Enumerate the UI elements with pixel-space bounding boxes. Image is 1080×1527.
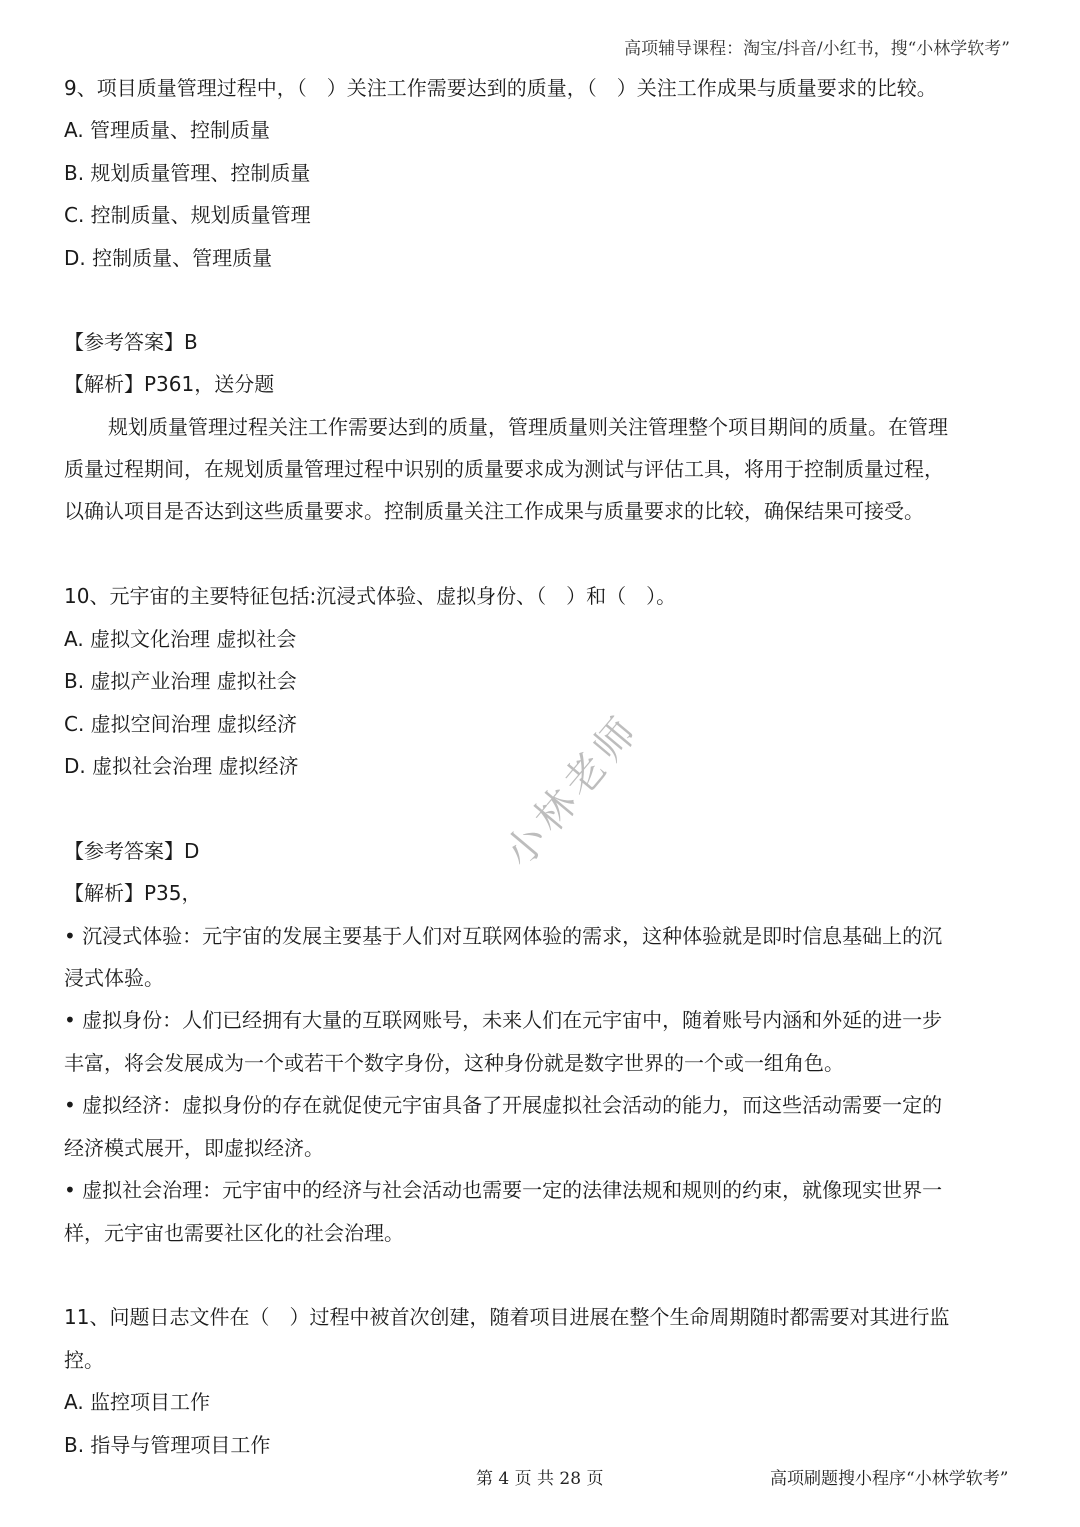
q9-option-a: A. 管理质量、控制质量 bbox=[64, 118, 271, 142]
q11-option-a: A. 监控项目工作 bbox=[64, 1390, 211, 1414]
q11-question-continuation: 控。 bbox=[64, 1348, 104, 1372]
q9-option-b: B. 规划质量管理、控制质量 bbox=[64, 161, 311, 185]
q10-bullet-immersive: • 沉浸式体验：元宇宙的发展主要基于人们对互联网体验的需求，这种体验就是即时信息基础上的沉 bbox=[64, 922, 942, 950]
q10-bullet-continuation: 样，元宇宙也需要社区化的社会治理。 bbox=[64, 1221, 404, 1245]
q9-analysis-line: 规划质量管理过程关注工作需要达到的质量，管理质量则关注管理整个项目期间的质量。在管理 bbox=[108, 415, 948, 439]
q10-bullet-identity: • 虚拟身份：人们已经拥有大量的互联网账号，未来人们在元宇宙中，随着账号内涵和外延的进一步 bbox=[64, 1006, 942, 1034]
q10-analysis-title: 【解析】P35， bbox=[64, 881, 202, 905]
q10-option-b: B. 虚拟产业治理 虚拟社会 bbox=[64, 669, 297, 693]
footer-promo: 高项刷题搜小程序“小林学软考” bbox=[770, 1469, 1009, 1489]
q10-option-a: A. 虚拟文化治理 虚拟社会 bbox=[64, 627, 297, 651]
q10-bullet-economy: • 虚拟经济：虚拟身份的存在就促使元宇宙具备了开展虚拟社会活动的能力，而这些活动需要一定的 bbox=[64, 1091, 942, 1119]
q9-option-d: D. 控制质量、管理质量 bbox=[64, 246, 273, 270]
q10-option-d: D. 虚拟社会治理 虚拟经济 bbox=[64, 754, 299, 778]
watermark: 小林老师 bbox=[495, 705, 650, 877]
q9-answer: 【参考答案】B bbox=[64, 330, 198, 354]
q11-option-b: B. 指导与管理项目工作 bbox=[64, 1433, 271, 1457]
q10-bullet-governance: • 虚拟社会治理：元宇宙中的经济与社会活动也需要一定的法律法规和规则的约束，就像现实世界一 bbox=[64, 1176, 942, 1204]
q10-answer: 【参考答案】D bbox=[64, 839, 200, 863]
header-promo: 高项辅导课程：淘宝/抖音/小红书，搜“小林学软考” bbox=[624, 39, 1010, 59]
page-number: 第 4 页 共 28 页 bbox=[476, 1469, 604, 1489]
q9-option-c: C. 控制质量、规划质量管理 bbox=[64, 203, 311, 227]
q10-bullet-continuation: 浸式体验。 bbox=[64, 966, 164, 990]
q9-analysis-title: 【解析】P361，送分题 bbox=[64, 372, 275, 396]
q9-analysis-line: 质量过程期间，在规划质量管理过程中识别的质量要求成为测试与评估工具，将用于控制质量过程， bbox=[64, 457, 944, 481]
q9-analysis-line: 以确认项目是否达到这些质量要求。控制质量关注工作成果与质量要求的比较，确保结果可接受。 bbox=[64, 499, 924, 523]
q10-bullet-continuation: 经济模式展开，即虚拟经济。 bbox=[64, 1136, 324, 1160]
q10-question: 10、元宇宙的主要特征包括:沉浸式体验、虚拟身份、（ ）和（ ）。 bbox=[64, 584, 677, 608]
q10-option-c: C. 虚拟空间治理 虚拟经济 bbox=[64, 712, 298, 736]
q11-question: 11、问题日志文件在（ ）过程中被首次创建，随着项目进展在整个生命周期随时都需要对其进行监 bbox=[64, 1305, 950, 1329]
q9-question: 9、项目质量管理过程中，（ ）关注工作需要达到的质量，（ ）关注工作成果与质量要求的比较。 bbox=[64, 76, 937, 100]
q10-bullet-continuation: 丰富，将会发展成为一个或若干个数字身份，这种身份就是数字世界的一个或一组角色。 bbox=[64, 1051, 844, 1075]
